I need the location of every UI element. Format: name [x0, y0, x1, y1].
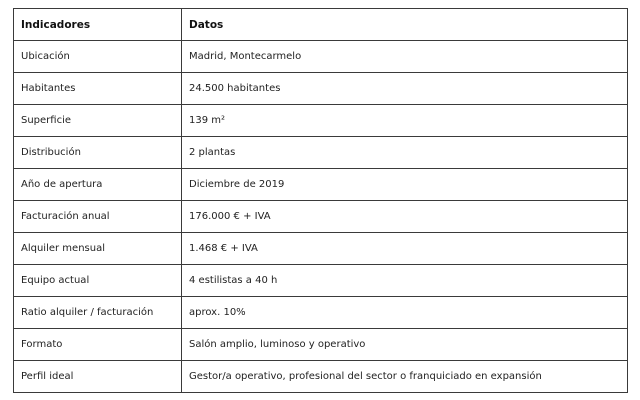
indicator-cell: Perfil ideal: [14, 361, 182, 393]
value-cell: 4 estilistas a 40 h: [182, 265, 628, 297]
value-cell: aprox. 10%: [182, 297, 628, 329]
table-row: [14, 361, 628, 393]
table-row: [14, 201, 628, 233]
value-cell: 176.000 € + IVA: [182, 201, 628, 233]
table-row: [14, 73, 628, 105]
indicator-cell: Habitantes: [14, 73, 182, 105]
table-header-row: [14, 9, 628, 41]
indicator-cell: Equipo actual: [14, 265, 182, 297]
table-row: [14, 297, 628, 329]
indicators-table: [13, 8, 628, 393]
value-cell: 2 plantas: [182, 137, 628, 169]
indicator-cell: Distribución: [14, 137, 182, 169]
value-cell: Gestor/a operativo, profesional del sector o franquiciado en expansión: [182, 361, 628, 393]
table-row: [14, 169, 628, 201]
column-header-datos: Datos: [182, 9, 628, 41]
value-cell: 139 m²: [182, 105, 628, 137]
indicator-cell: Formato: [14, 329, 182, 361]
indicator-cell: Facturación anual: [14, 201, 182, 233]
value-cell: Salón amplio, luminoso y operativo: [182, 329, 628, 361]
value-cell: 24.500 habitantes: [182, 73, 628, 105]
table-row: [14, 329, 628, 361]
table-row: [14, 265, 628, 297]
value-cell: Madrid, Montecarmelo: [182, 41, 628, 73]
value-cell: Diciembre de 2019: [182, 169, 628, 201]
value-cell: 1.468 € + IVA: [182, 233, 628, 265]
indicator-cell: Superficie: [14, 105, 182, 137]
column-header-indicadores: Indicadores: [14, 9, 182, 41]
table-row: [14, 233, 628, 265]
indicator-cell: Ratio alquiler / facturación: [14, 297, 182, 329]
indicator-cell: Ubicación: [14, 41, 182, 73]
table-row: [14, 137, 628, 169]
table-row: [14, 105, 628, 137]
indicator-cell: Alquiler mensual: [14, 233, 182, 265]
table-row: [14, 41, 628, 73]
indicator-cell: Año de apertura: [14, 169, 182, 201]
